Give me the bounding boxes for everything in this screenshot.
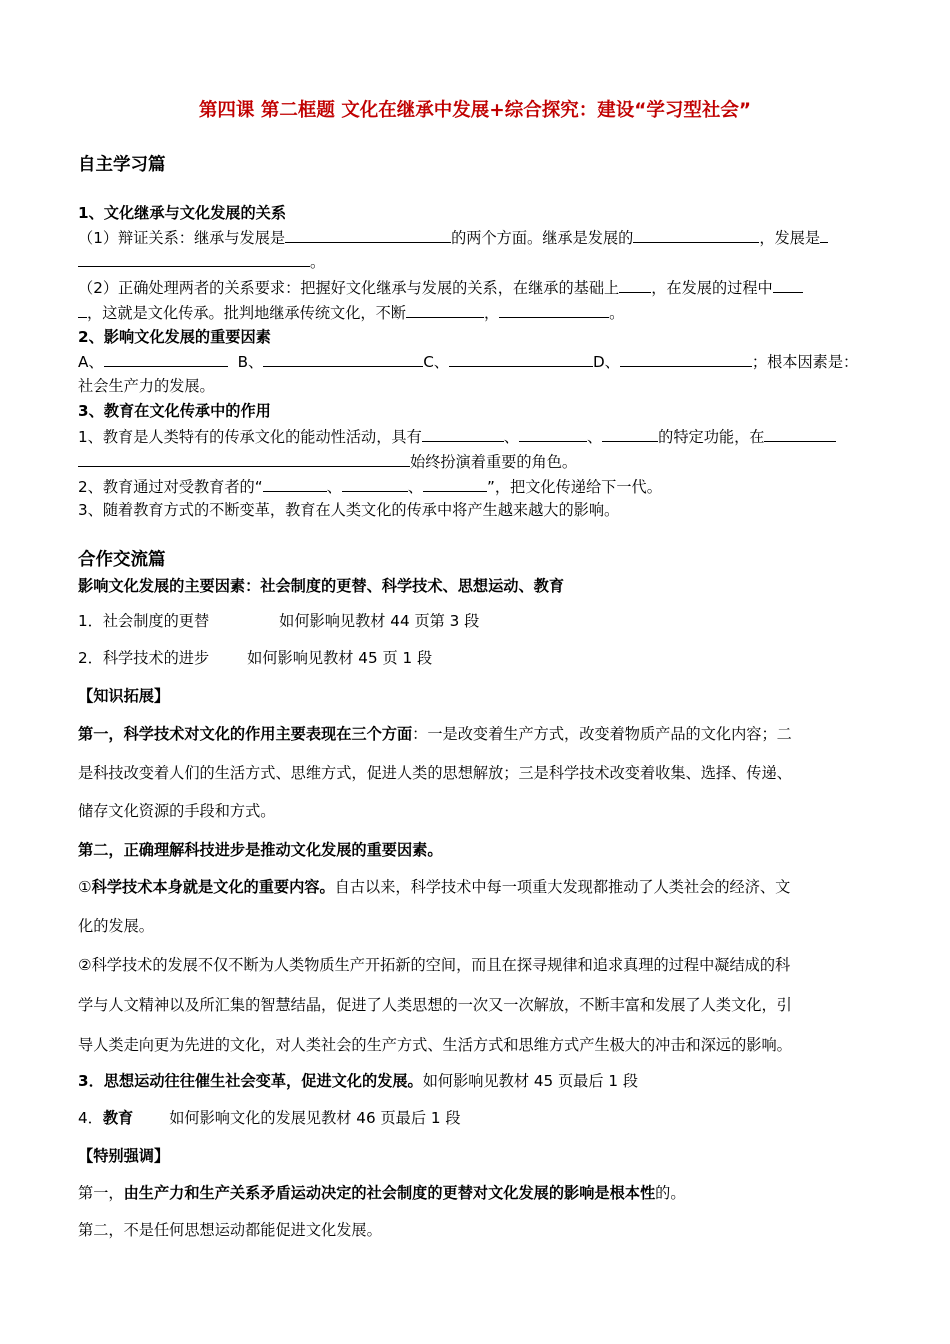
main-factors-line: 影响文化发展的主要因素：社会制度的更替、科学技术、思想运动、教育 — [78, 577, 564, 595]
q3-1-text-d: 的特定功能，在 — [658, 428, 765, 446]
factor-3-bold: 3．思想运动往往催生社会变革，促进文化的发展。 — [78, 1072, 423, 1090]
answer-blank[interactable] — [406, 302, 484, 318]
circle-1-number: ① — [78, 878, 92, 896]
q1-line-b2 — [78, 302, 624, 323]
circle-1-line-1 — [78, 877, 790, 897]
q3-title: 3、教育在文化传承中的作用 — [78, 402, 271, 420]
factor-2-ref: 如何影响见教材 45 页 1 段 — [247, 649, 433, 667]
factor-3-ref: 如何影响见教材 45 页最后 1 段 — [422, 1072, 639, 1090]
special-emphasis-heading: 【特别强调】 — [78, 1147, 170, 1165]
q2-label-b: B、 — [237, 353, 264, 371]
q3-2-text-b: 、 — [326, 478, 342, 496]
q2-label-c: C、 — [423, 353, 449, 371]
answer-blank[interactable] — [499, 302, 609, 318]
q2-root-factor: 社会生产力的发展。 — [78, 377, 215, 395]
q2-title: 2、影响文化发展的重要因素 — [78, 328, 271, 346]
answer-blank[interactable] — [449, 351, 593, 367]
answer-blank[interactable] — [263, 351, 423, 367]
q1-line-b — [78, 277, 803, 298]
circle-2-line-1: ②科学技术的发展不仅不断为人类物质生产开拓新的空间，而且在探寻规律和追求真理的过程中凝结成的科 — [78, 956, 791, 974]
q3-1-text-c: 、 — [586, 428, 603, 446]
q1-b-text-2: ，在发展的过程中 — [651, 279, 773, 297]
answer-blank[interactable] — [764, 426, 836, 442]
factor-item-4 — [78, 1108, 461, 1128]
q2-line — [78, 351, 858, 372]
q3-2-text-c: 、 — [407, 478, 423, 496]
factor-item-3 — [78, 1071, 638, 1091]
circle-2-line-2: 学与人文精神以及所汇集的智慧结晶，促进了人类思想的一次又一次解放，不断丰富和发展了人类文化，引 — [78, 996, 792, 1014]
section-heading-self-study: 自主学习篇 — [78, 155, 166, 175]
emphasis-2: 第二，不是任何思想运动都能促进文化发展。 — [78, 1221, 382, 1239]
answer-blank[interactable] — [633, 227, 759, 243]
answer-blank[interactable] — [820, 227, 828, 243]
q1-a-text-2: 的两个方面。继承是发展的 — [451, 229, 634, 247]
answer-blank[interactable] — [422, 426, 504, 442]
q1-b-text-3: ，这就是文化传承。批判地继承传统文化，不断 — [87, 304, 406, 322]
answer-blank[interactable] — [78, 451, 410, 467]
q2-label-a: A、 — [78, 353, 104, 371]
q1-a-text-1: （1）辩证关系：继承与发展是 — [78, 229, 286, 247]
knowledge-extension-heading: 【知识拓展】 — [78, 687, 170, 705]
factor-4-bold: 教育 — [102, 1109, 134, 1127]
q1-line-a — [78, 227, 828, 248]
page-title: 第四课 第二框题 文化在继承中发展+综合探究：建设“学习型社会” — [198, 100, 752, 121]
q3-2-text-d: ”，把文化传递给下一代。 — [486, 478, 662, 496]
ext-1-bold: 第一，科学技术对文化的作用主要表现在三个方面 — [78, 725, 413, 743]
answer-blank[interactable] — [104, 351, 228, 367]
q2-tail: ；根本因素是： — [751, 353, 859, 371]
answer-blank[interactable] — [263, 476, 327, 492]
emphasis-1 — [78, 1183, 686, 1203]
q1-a-text-3: ，发展是 — [759, 229, 821, 247]
circle-2-line-3: 导人类走向更为先进的文化，对人类社会的生产方式、生活方式和思维方式产生极大的冲击和深远的影响。 — [78, 1036, 792, 1054]
answer-blank[interactable] — [773, 277, 803, 293]
answer-blank[interactable] — [285, 227, 451, 243]
q1-title: 1、文化继承与文化发展的关系 — [78, 204, 287, 222]
circle-1-bold: 科学技术本身就是文化的重要内容。 — [91, 878, 335, 896]
q1-a-text-4: 。 — [310, 253, 326, 271]
answer-blank[interactable] — [342, 476, 408, 492]
q3-line-2 — [78, 476, 662, 497]
q1-b-text-1: （2）正确处理两者的关系要求：把握好文化继承与发展的关系，在继承的基础上 — [78, 279, 620, 297]
ext-2-line: 第二，正确理解科技进步是推动文化发展的重要因素。 — [78, 841, 443, 859]
q2-label-d: D、 — [592, 353, 620, 371]
q1-line-a2 — [78, 251, 325, 272]
answer-blank[interactable] — [423, 476, 487, 492]
q3-2-text-a: 2、教育通过对受教育者的“ — [78, 478, 263, 496]
q3-1-text-e: 始终扮演着重要的角色。 — [410, 453, 578, 471]
q3-line-3: 3、随着教育方式的不断变革，教育在人类文化的传承中将产生越来越大的影响。 — [78, 501, 620, 519]
ext-1-rest: ：一是改变着生产方式，改变着物质产品的文化内容；二 — [412, 725, 792, 743]
q3-1-text-b: 、 — [503, 428, 519, 446]
factor-item-2 — [78, 648, 432, 668]
circle-1-rest: 自古以来，科学技术中每一项重大发现都推动了人类社会的经济、文 — [334, 878, 791, 896]
emphasis-1-prefix: 第一， — [78, 1184, 124, 1202]
answer-blank[interactable] — [619, 277, 651, 293]
answer-blank[interactable] — [620, 351, 752, 367]
factor-1-label: 1．社会制度的更替 — [78, 612, 210, 630]
q3-line-1 — [78, 426, 836, 447]
q3-line-1b — [78, 451, 577, 472]
emphasis-1-bold: 由生产力和生产关系矛盾运动决定的社会制度的更替对文化发展的影响是根本性 — [123, 1184, 656, 1202]
answer-blank[interactable] — [78, 302, 87, 318]
circle-1-line-2: 化的发展。 — [78, 917, 154, 935]
factor-4-number: 4． — [78, 1109, 103, 1127]
section-heading-cooperation: 合作交流篇 — [78, 550, 166, 570]
q1-b-text-5: 。 — [609, 304, 625, 322]
q1-b-text-4: ， — [483, 304, 500, 322]
ext-1-line-1 — [78, 724, 792, 744]
answer-blank[interactable] — [602, 426, 658, 442]
emphasis-1-suffix: 的。 — [655, 1184, 686, 1202]
ext-1-line-3: 储存文化资源的手段和方式。 — [78, 802, 276, 820]
factor-item-1 — [78, 611, 479, 631]
answer-blank[interactable] — [78, 251, 310, 267]
q3-1-text-a: 1、教育是人类特有的传承文化的能动性活动，具有 — [78, 428, 422, 446]
ext-1-line-2: 是科技改变着人们的生活方式、思维方式，促进人类的思想解放；三是科学技术改变着收集、选择、传递、 — [78, 764, 792, 782]
factor-4-ref: 如何影响文化的发展见教材 46 页最后 1 段 — [169, 1109, 461, 1127]
answer-blank[interactable] — [519, 426, 587, 442]
factor-2-label: 2．科学技术的进步 — [78, 649, 210, 667]
factor-1-ref: 如何影响见教材 44 页第 3 段 — [279, 612, 480, 630]
